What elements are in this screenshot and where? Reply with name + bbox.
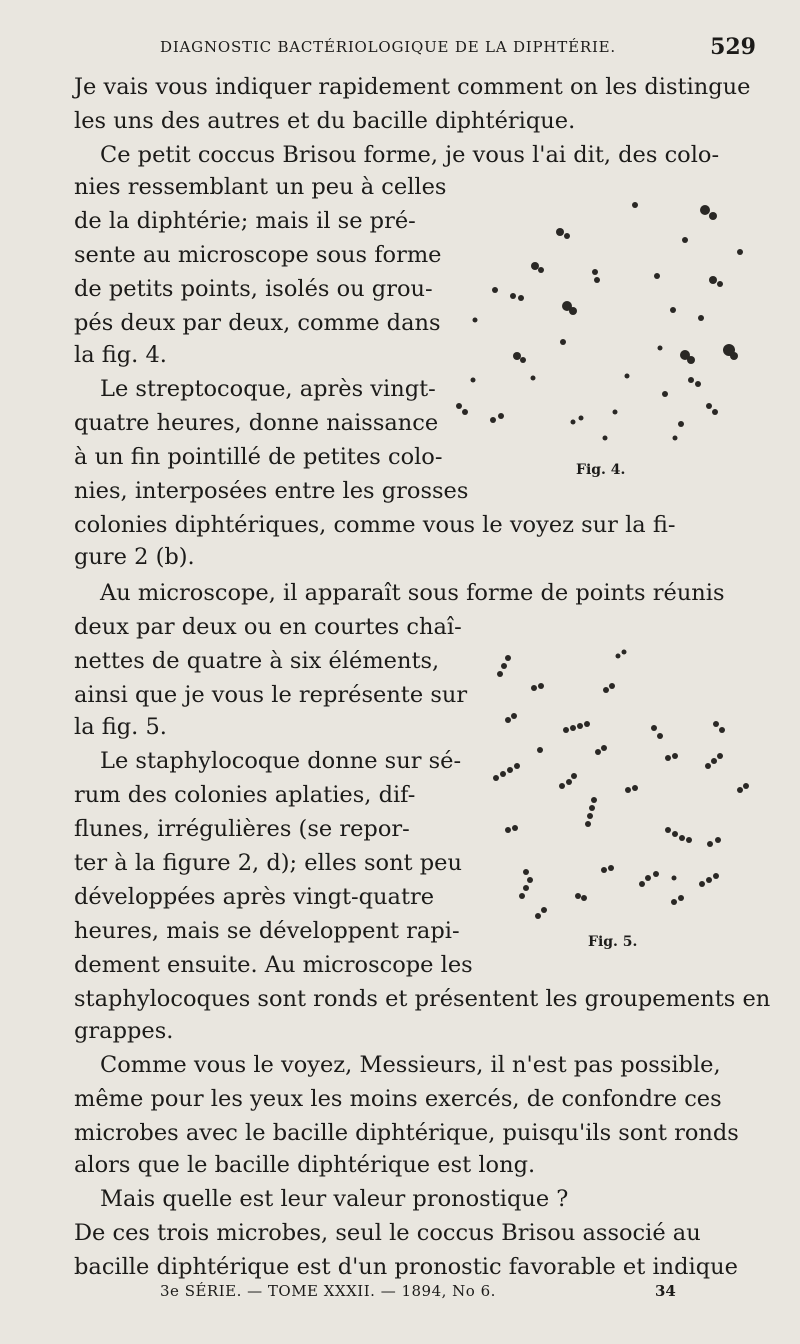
text-line: De ces trois microbes, seul le coccus Brisou associé au <box>74 1220 701 1246</box>
header-title: DIAGNOSTIC BACTÉRIOLOGIQUE DE LA DIPHTÉRIE. <box>160 38 616 56</box>
figure-5-caption: Fig. 5. <box>588 934 638 950</box>
text-line: nies, interposées entre les grosses <box>74 478 469 504</box>
text-line: deux par deux ou en courtes chaî- <box>74 614 462 640</box>
text-line: la fig. 5. <box>74 714 167 740</box>
text-line: de la diphtérie; mais il se pré- <box>74 208 416 234</box>
text-line: pés deux par deux, comme dans <box>74 310 441 336</box>
text-line: nettes de quatre à six éléments, <box>74 648 440 674</box>
text-line: même pour les yeux les moins exercés, de confondre ces <box>74 1086 722 1112</box>
text-line: Je vais vous indiquer rapidement comment on les distingue <box>74 74 751 100</box>
text-line: les uns des autres et du bacille diphtérique. <box>74 108 576 134</box>
text-line: nies ressemblant un peu à celles <box>74 174 447 200</box>
text-line: heures, mais se développent rapi- <box>74 918 460 944</box>
figure-4-illustration <box>455 180 755 460</box>
text-line: dement ensuite. Au microscope les <box>74 952 473 978</box>
text-line: microbes avec le bacille diphtérique, puisqu'ils sont ronds <box>74 1120 739 1146</box>
text-line: colonies diphtériques, comme vous le voyez sur la fi- <box>74 512 676 538</box>
text-line: bacille diphtérique est d'un pronostic favorable et indique <box>74 1254 738 1280</box>
text-line: rum des colonies aplaties, dif- <box>74 782 416 808</box>
text-line: alors que le bacille diphtérique est long. <box>74 1152 536 1178</box>
page-number: 529 <box>710 34 756 60</box>
text-line: grappes. <box>74 1018 174 1044</box>
text-line: à un fin pointillé de petites colo- <box>74 444 443 470</box>
text-line: Mais quelle est leur valeur pronostique ? <box>100 1186 569 1212</box>
footer-series: 3e SÉRIE. — TOME XXXII. — 1894, No 6. <box>160 1282 496 1300</box>
text-line: développées après vingt-quatre <box>74 884 435 910</box>
text-line: la fig. 4. <box>74 342 167 368</box>
text-line: flunes, irrégulières (se repor- <box>74 816 410 842</box>
text-line: ter à la figure 2, d); elles sont peu <box>74 850 462 876</box>
text-line: Le staphylocoque donne sur sé- <box>100 748 462 774</box>
figure-5-illustration <box>478 640 758 930</box>
text-line: Le streptocoque, après vingt- <box>100 376 436 402</box>
text-line: quatre heures, donne naissance <box>74 410 439 436</box>
text-line: sente au microscope sous forme <box>74 242 442 268</box>
running-header <box>160 34 756 64</box>
footer-signature: 34 <box>655 1282 676 1300</box>
text-line: Ce petit coccus Brisou forme, je vous l'ai dit, des colo- <box>100 142 720 168</box>
figure-4-caption: Fig. 4. <box>576 462 626 478</box>
text-line: Comme vous le voyez, Messieurs, il n'est pas possible, <box>100 1052 721 1078</box>
text-line: de petits points, isolés ou grou- <box>74 276 433 302</box>
text-line: staphylocoques sont ronds et présentent les groupements en <box>74 986 771 1012</box>
text-line: Au microscope, il apparaît sous forme de points réunis <box>100 580 725 606</box>
text-line: gure 2 (b). <box>74 544 195 570</box>
text-line: ainsi que je vous le représente sur <box>74 682 468 708</box>
